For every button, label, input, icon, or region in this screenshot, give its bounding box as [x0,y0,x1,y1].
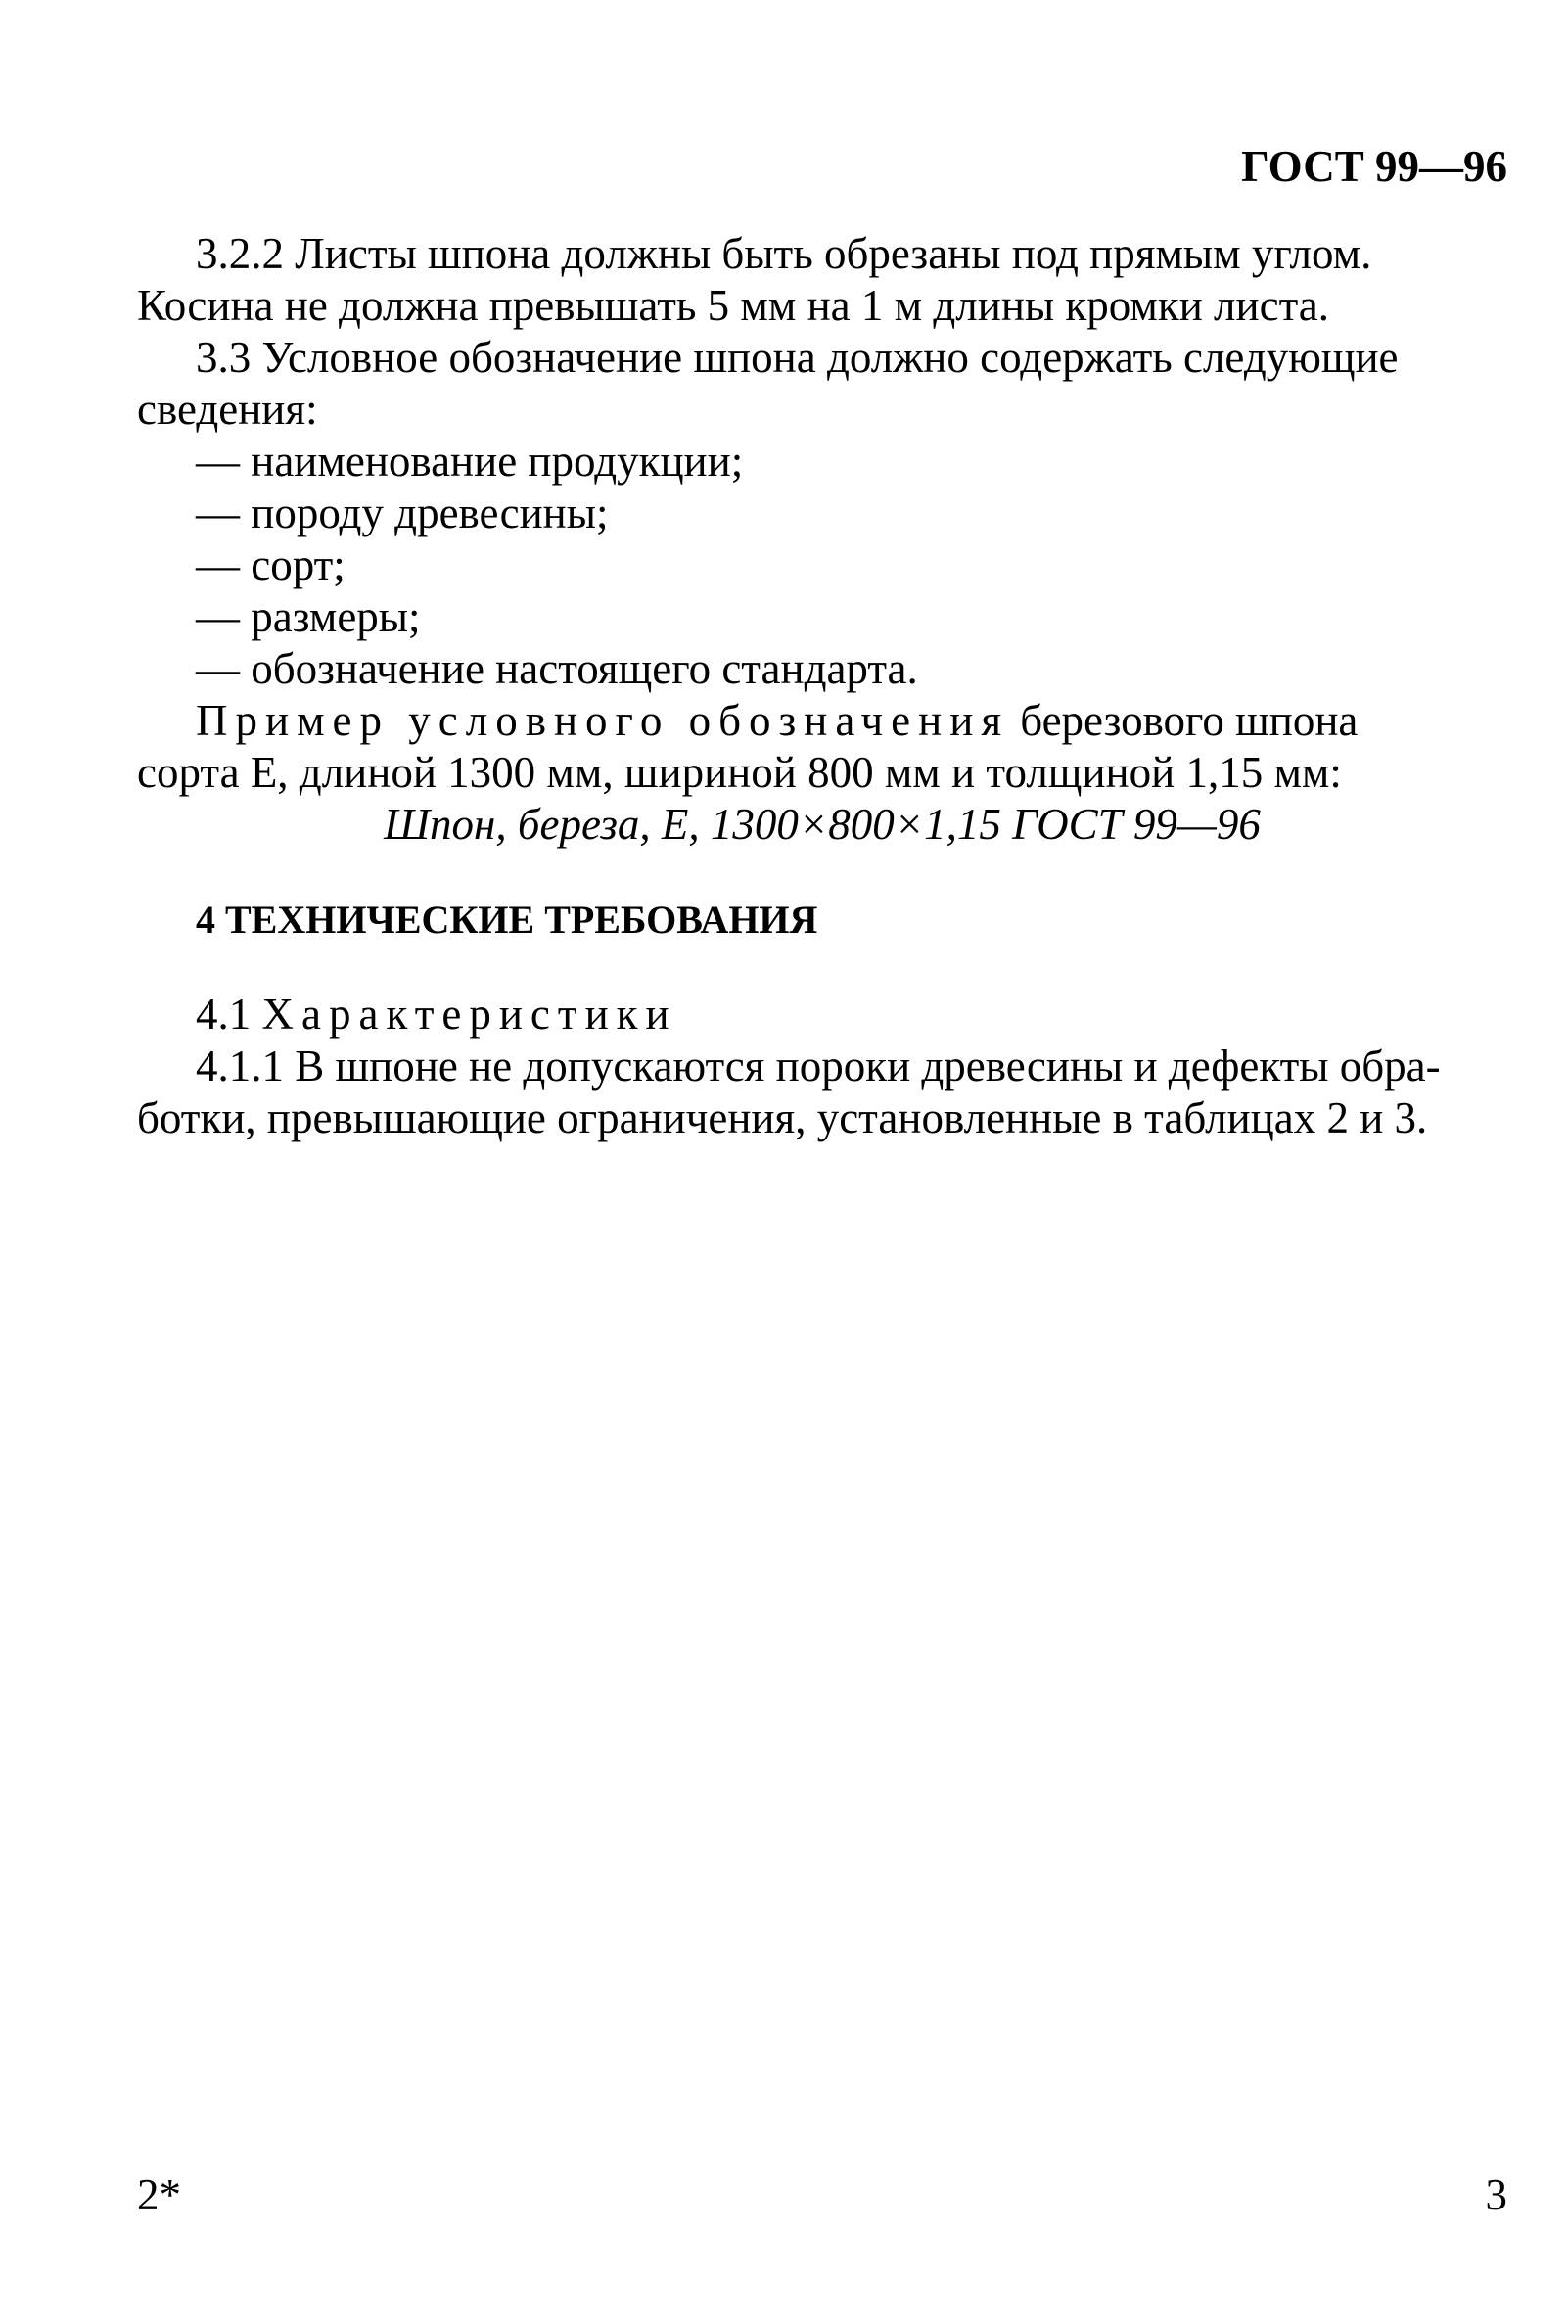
list-item-product-name: — наименование продукции; [196,437,744,486]
subsection-4-1-label: Характеристики [261,990,677,1039]
example-text: березового шпона [1009,696,1359,745]
clause-3-2-2-line-1: 3.2.2 Листы шпона должны быть обрезаны под прямым углом. [196,229,1372,278]
document-code-header: ГОСТ 99—96 [1241,142,1507,191]
clause-4-1-1-line-1: 4.1.1 В шпоне не допускаются пороки древесины и дефекты обра- [196,1042,1441,1091]
clause-4-1-1-line-2: ботки, превышающие ограничения, установленные в таблицах 2 и 3. [137,1093,1428,1142]
list-item-dimensions: — размеры; [196,592,421,641]
sheet-mark: 2* [137,2170,181,2219]
example-label: Пример условного обозначения [196,696,1010,745]
example-line-2: сорта Е, длиной 1300 мм, шириной 800 мм и толщиной 1,15 мм: [137,748,1342,797]
subsection-4-1-number: 4.1 [196,990,262,1039]
list-item-grade: — сорт; [196,540,346,589]
clause-3-3-line-2: сведения: [137,385,318,434]
page-number: 3 [1485,2170,1507,2219]
example-designation: Шпон, береза, Е, 1300×800×1,15 ГОСТ 99—96 [384,800,1261,849]
list-item-standard-designation: — обозначение настоящего стандарта. [196,644,918,693]
example-line-1 [137,695,1507,747]
list-item-wood-species: — породу древесины; [196,488,609,537]
clause-3-3-line-1: 3.3 Условное обозначение шпона должно содержать следующие [196,333,1399,382]
subsection-4-1-heading [137,989,1507,1041]
document-body [137,228,1507,1144]
section-4-title: 4 ТЕХНИЧЕСКИЕ ТРЕБОВАНИЯ [196,898,818,942]
clause-3-2-2-line-2: Косина не должна превышать 5 мм на 1 м длины кромки листа. [137,281,1330,330]
